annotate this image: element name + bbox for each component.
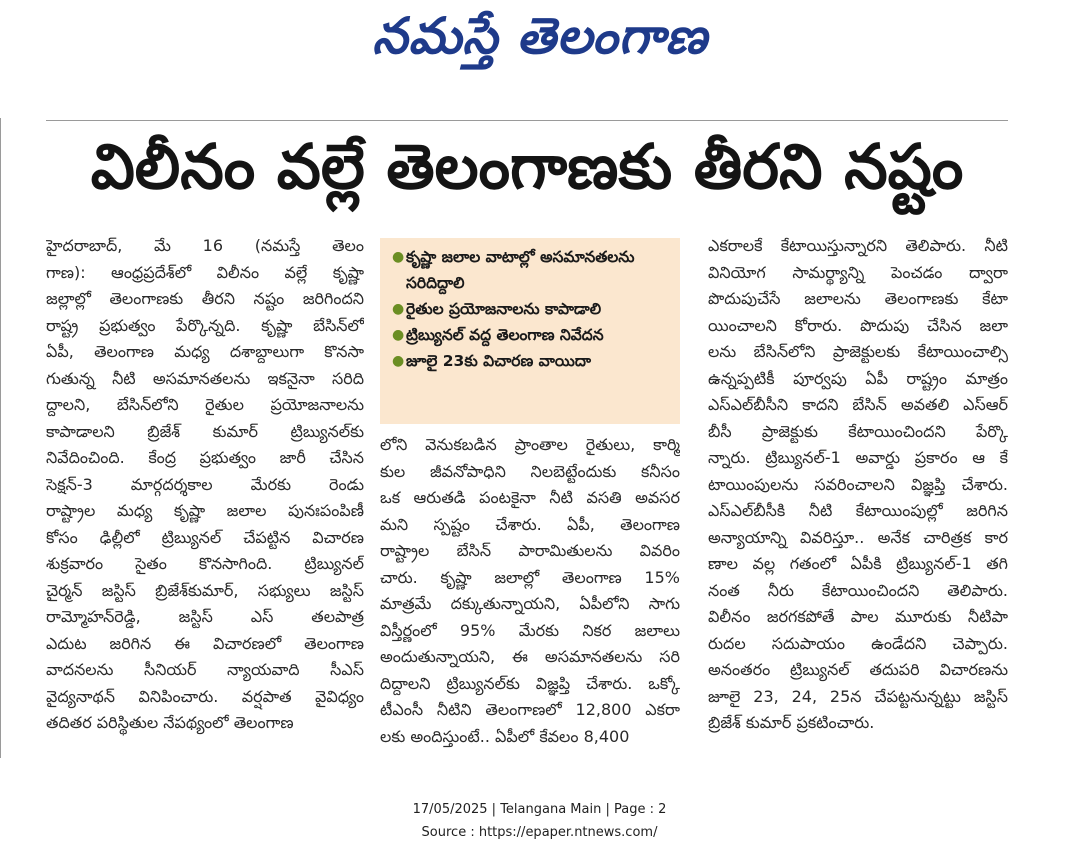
article-line: ఎకరాలకే కేటాయిస్తున్నారని తెలిపారు. నీటి xyxy=(708,236,1008,255)
article-line: నివేదించింది. కేంద్ర ప్రభుత్వం జారీ చేసిన xyxy=(46,448,364,467)
article-line: రామ్మోహన్‌రెడ్డి, జస్టిస్ ఎస్ తలపాత్ర xyxy=(46,607,364,626)
article-line: తదితర పరిస్థితుల నేపథ్యంలో తెలంగాణ xyxy=(46,713,294,732)
article-line: వినియోగ సామర్థ్యాన్ని పెంచడం ద్వారా xyxy=(708,262,1008,282)
article-line: ఎదుట జరిగిన ఈ విచారణలో తెలంగాణ xyxy=(46,633,364,653)
article-line: దిద్దాలని ట్రిబ్యునల్‌కు విజ్ఞప్తి చేశారు. ఒక్కో xyxy=(380,673,680,693)
article-line: సెక్షన్-3 మార్గదర్శకాల మేరకు రెండు xyxy=(46,474,364,494)
article-line: కాపాడాలని బ్రిజేశ్ కుమార్ ట్రిబ్యునల్‌కు xyxy=(46,421,364,441)
article-line: విస్తీర్ణంలో 95% మేరకు నికర జలాలు xyxy=(380,620,680,640)
article-line: బ్రిజేశ్ కుమార్ ప్రకటించారు. xyxy=(708,713,875,732)
article-column-middle xyxy=(380,432,680,750)
article-line: అందుతున్నాయని, ఈ అసమానతలను సరి xyxy=(380,647,680,666)
article-line: శుక్రవారం సైతం కొనసాగింది. ట్రిబ్యునల్ xyxy=(46,554,364,573)
footer-date-page: 17/05/2025 | Telangana Main | Page : 2 xyxy=(412,802,667,817)
newspaper-logo: నమస్తే తెలంగాణ xyxy=(372,6,708,65)
article-line: యించాలని కోరారు. పొదుపు చేసిన జలా xyxy=(708,315,1008,335)
highlight-text: రైతుల ప్రయోజనాలను కాపాడాలి xyxy=(406,300,602,318)
article-line: ణాల వల్ల గతంలో ఏపీకి ట్రిబ్యునల్-1 తగి xyxy=(708,554,1008,573)
article-line: గుతున్న నీటి అసమానతలను ఇకనైనా సరిది xyxy=(46,368,364,388)
article-line: నంత నీరు కేటాయించిందని తెలిపారు. xyxy=(708,580,1008,600)
article-line: చారు. కృష్ణా జలాల్లో తెలంగాణ 15% xyxy=(380,567,680,587)
article-line: ఎస్ఎల్‌బీసీకి నీటి కేటాయింపుల్లో జరిగిన xyxy=(708,501,1008,520)
article-line: రాష్ట్రాల మధ్య కృష్ణా జలాల పునఃపంపిణీ xyxy=(46,501,364,520)
article-line: ఎస్ఎల్‌బీసీని కాదని బేసిన్ అవతలి ఎస్ఆర్ xyxy=(708,395,1008,414)
headline-rule xyxy=(46,120,1008,121)
article-line: న్నారు. ట్రిబ్యునల్-1 అవార్డు ప్రకారం ఆ కే xyxy=(708,448,1008,467)
article-line: వైద్యనాథన్ వినిపించారు. వర్షపాత వైవిధ్యం xyxy=(46,686,364,706)
highlight-text: ట్రిబ్యునల్ వద్ద తెలంగాణ నివేదన xyxy=(406,326,604,344)
article-line: రాష్ట్రాల బేసిన్ పారామితులను వివరిం xyxy=(380,541,680,560)
article-line: లను బేసిన్‌లోని ప్రాజెక్టులకు కేటాయించాల్సి xyxy=(708,342,1008,361)
article-line: ఒక ఆరుతడి పంటకైనా నీటి వసతి అవసర xyxy=(380,488,680,507)
bullet-icon: ● xyxy=(392,327,405,343)
bullet-icon: ● xyxy=(392,353,405,369)
bullet-icon: ● xyxy=(392,301,405,317)
article-line: జూలై 23, 24, 25న చేపట్టనున్నట్టు జస్టిస్ xyxy=(708,686,1008,706)
article-line: పొదుపుచేసే జలాలను తెలంగాణకు కేటా xyxy=(708,289,1008,308)
highlight-text: కృష్ణా జలాల వాటాల్లో అసమానతలను సరిదిద్దాలి xyxy=(406,248,635,292)
highlight-item xyxy=(380,348,680,374)
article-line: లకు అందిస్తుంటే.. ఏపీలో కేవలం 8,400 xyxy=(380,726,630,746)
article-line: అనంతరం ట్రిబ్యునల్ తదుపరి విచారణను xyxy=(708,660,1008,679)
article-line: మని స్పష్టం చేశారు. ఏపీ, తెలంగాణ xyxy=(380,514,680,534)
article-column-right xyxy=(708,233,1008,737)
article-line: చైర్మన్ జస్టిస్ బ్రిజేశ్‌కుమార్, సభ్యులు జస్టిస్ xyxy=(46,580,364,600)
article-line: ఉన్నప్పటికీ పూర్వపు ఏపీ రాష్ట్రం మాత్రం xyxy=(708,368,1008,388)
article-headline: విలీనం వల్లే తెలంగాణకు తీరని నష్టం xyxy=(90,130,964,203)
highlights-box xyxy=(380,238,680,424)
article-line: వాదనలను సీనియర్ న్యాయవాది సీఎస్ xyxy=(46,660,364,679)
article-line: ద్దాలని, బేసిన్‌లోని రైతుల ప్రయోజనాలను xyxy=(46,395,364,414)
bullet-icon: ● xyxy=(392,249,405,265)
article-line: మాత్రమే దక్కుతున్నాయని, ఏపీలోని సాగు xyxy=(380,594,680,613)
article-line: హైదరాబాద్, మే 16 (నమస్తే తెలం xyxy=(46,236,364,255)
highlight-item xyxy=(380,244,680,296)
highlight-item xyxy=(380,296,680,322)
adjacent-article-edge xyxy=(0,118,7,758)
article-line: ఏపీ, తెలంగాణ మధ్య దశాబ్దాలుగా కొనసా xyxy=(46,342,364,361)
article-line: రాష్ట్ర ప్రభుత్వం పేర్కొన్నది. కృష్ణా బేసిన్‌లో xyxy=(46,315,364,335)
article-line: రుదల సదుపాయం ఉండేదని చెప్పారు. xyxy=(708,633,1008,653)
footer-source-link[interactable]: Source : https://epaper.ntnews.com/ xyxy=(421,825,658,840)
article-column-left xyxy=(46,233,364,737)
article-line: లోని వెనుకబడిన ప్రాంతాల రైతులు, కార్మి xyxy=(380,435,680,454)
article-line: కోసం ఢిల్లీలో ట్రిబ్యునల్ చేపట్టిన విచారణ xyxy=(46,527,364,547)
article-line: టీఎంసీ నీటిని తెలంగాణలో 12,800 ఎకరా xyxy=(380,700,680,719)
article-line: టాయింపులను సవరించాలని విజ్ఞప్తి చేశారు. xyxy=(708,474,1008,494)
article-line: అన్యాయాన్ని వివరిస్తూ.. అనేక చారిత్రక కార xyxy=(708,527,1008,547)
highlight-text: జూలై 23కు విచారణ వాయిదా xyxy=(406,352,591,370)
article-line: గాణ): ఆంధ్రప్రదేశ్‌లో విలీనం వల్లే కృష్ణా xyxy=(46,262,364,282)
article-line: విలీనం జరగకపోతే పాల మూరుకు నీటిపా xyxy=(708,607,1008,626)
article-line: జల్లాల్లో తెలంగాణకు తీరని నష్టం జరిగిందని xyxy=(46,289,364,308)
article-line: బీసీ ప్రాజెక్టుకు కేటాయించిందని పేర్కొ xyxy=(708,421,1008,441)
article-line: కుల జీవనోపాధిని నిలబెట్టేందుకు కనీసం xyxy=(380,461,680,481)
highlight-item xyxy=(380,322,680,348)
